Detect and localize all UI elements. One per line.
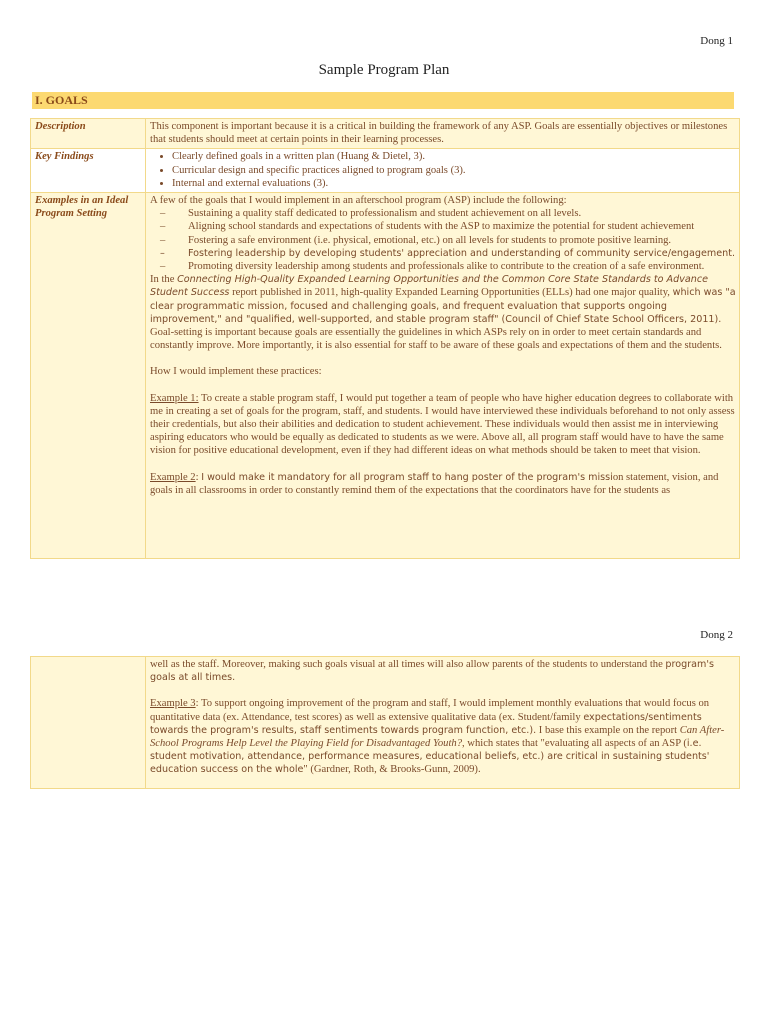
- key-findings-list: [150, 150, 736, 190]
- report-paragraph: [150, 273, 736, 326]
- section-heading-goals: I. GOALS: [32, 92, 734, 109]
- example-1-label: Example 1:: [150, 392, 199, 404]
- report-post: report published in 2011, high-quality Expanded Learning Opportunities (ELLs) had one major quality,: [229, 287, 673, 299]
- list-item: • Internal and external evaluations (3).: [172, 177, 736, 190]
- list-item: • Curricular design and specific practices aligned to program goals (3).: [172, 164, 736, 177]
- example-3-text-c: , which states that "evaluating all aspects of an ASP (: [462, 738, 687, 750]
- table-row: [31, 193, 740, 559]
- example-3-text-a: : To support ongoing improvement of the program and staff, I would implement monthly evaluations that would focus on quantitative data (ex. Attendance, test scores) as well as extensive qualitative data (ex. Student/family: [150, 698, 710, 723]
- description-text: This component is important because it is a critical in building the framework of any ASP. Goals are essentially objectives or milestones that students should meet at certain points in their learning processes.: [146, 119, 740, 149]
- example-2-paragraph: [150, 471, 736, 497]
- goals-table: [30, 118, 740, 559]
- list-item: • Clearly defined goals in a written plan (Huang & Dietel, 3).: [172, 150, 736, 163]
- table-row: [31, 149, 740, 193]
- list-item: – Aligning school standards and expectations of students with the ASP to maximize the potential for student achievement: [160, 220, 736, 233]
- report-pre: In the: [150, 274, 178, 286]
- report-title: Connecting High-Quality Expanded Learning Opportunities and the Common Core State Standards to Advance Student Success: [150, 274, 709, 299]
- example-3-sans-a: expectations/sentiments towards the program's results, staff sentiments towards program function, etc.).: [150, 711, 702, 736]
- example-3-text-b: I base this example on the report: [536, 724, 680, 736]
- example-2-text: on statement, vision, and goals in all classrooms in order to constantly remind them of the expectations that the coordinators have for the students as: [150, 471, 719, 496]
- example-2-sans: I would make it mandatory for all program staff to hang poster of the program's missi: [201, 471, 613, 483]
- example-1-text: To create a stable program staff, I would put together a team of people who have higher education degrees to collaborate with me in creating a set of goals for the program, staff, and students. I would have interviewed these individuals beforehand to not only assess their credentials, but also their abilities and dedication to student achievement. These individuals would then assist me in interviewing aspiring educators who would be equally as dedicated to students as we were. Above all, all program staff would have to have the same vision for positive educational development, even if they had different ideas on what methods should be taken to meet that vision.: [150, 392, 735, 457]
- goal-setting-paragraph: Goal-setting is important because goals are essentially the guidelines in which ASPs rely on in order to meet certain standards and constantly improve. More importantly, it is also essential for staff to be aware of these goals and expectations of them and the students.: [150, 327, 722, 352]
- example-3-text-d: " (Gardner, Roth, & Brooks-Gunn, 2009).: [303, 764, 481, 776]
- page-header-2: Dong 2: [700, 629, 733, 641]
- how-paragraph: How I would implement these practices:: [150, 366, 322, 378]
- report-quote: which was "a clear programmatic mission, focused and challenging goals, and frequent evaluation that supports ongoing improvement," and "qualified, well-supported, and stable program staff" (Council of Chief State School Officers, 2011).: [150, 287, 736, 325]
- example-2-colon: :: [195, 471, 202, 483]
- table-row: [31, 119, 740, 149]
- list-item: – Promoting diversity leadership among students and professionals alike to contribute to the creation of a safe environment.: [160, 260, 736, 273]
- key-findings-cell: [146, 149, 740, 193]
- examples-cell: [146, 193, 740, 559]
- example-3-sans-b: i.e. student motivation, attendance, performance measures, educational beliefs, etc.) are critical in sustaining students' education success on the whole: [150, 738, 710, 776]
- page-title: Sample Program Plan: [318, 62, 450, 78]
- list-item: – Sustaining a quality staff dedicated to professionalism and student achievement on all levels.: [160, 207, 736, 220]
- key-findings-label: Key Findings: [31, 149, 146, 193]
- example-3-label: Example 3: [150, 698, 196, 710]
- example-3-paragraph: [150, 697, 736, 776]
- example-1-paragraph: [150, 392, 736, 458]
- list-item: – Fostering leadership by developing students' appreciation and understanding of community service/engagement.: [160, 247, 736, 260]
- examples-intro: A few of the goals that I would implement in an afterschool program (ASP) include the following:: [150, 195, 567, 207]
- continued-sans: program's goals at all times.: [150, 659, 715, 684]
- example-2-label: Example 2: [150, 471, 196, 483]
- continued-label-cell: [31, 657, 146, 789]
- goals-table-continued: [30, 656, 740, 789]
- example-3-title: Can After-School Programs Help Level the Playing Field for Disadvantaged Youth?: [150, 724, 725, 750]
- continued-content-cell: [146, 657, 740, 789]
- continued-paragraph: [150, 658, 736, 684]
- description-label: Description: [31, 119, 146, 149]
- continued-text: well as the staff. Moreover, making such goals visual at all times will also allow parents of the students to understand the: [150, 659, 666, 670]
- page-header-1: Dong 1: [700, 35, 733, 47]
- table-row: [31, 657, 740, 789]
- examples-label: Examples in an Ideal Program Setting: [31, 193, 146, 559]
- list-item: – Fostering a safe environment (i.e. physical, emotional, etc.) on all levels for students to promote positive learning.: [160, 234, 736, 247]
- goals-list: [150, 207, 736, 273]
